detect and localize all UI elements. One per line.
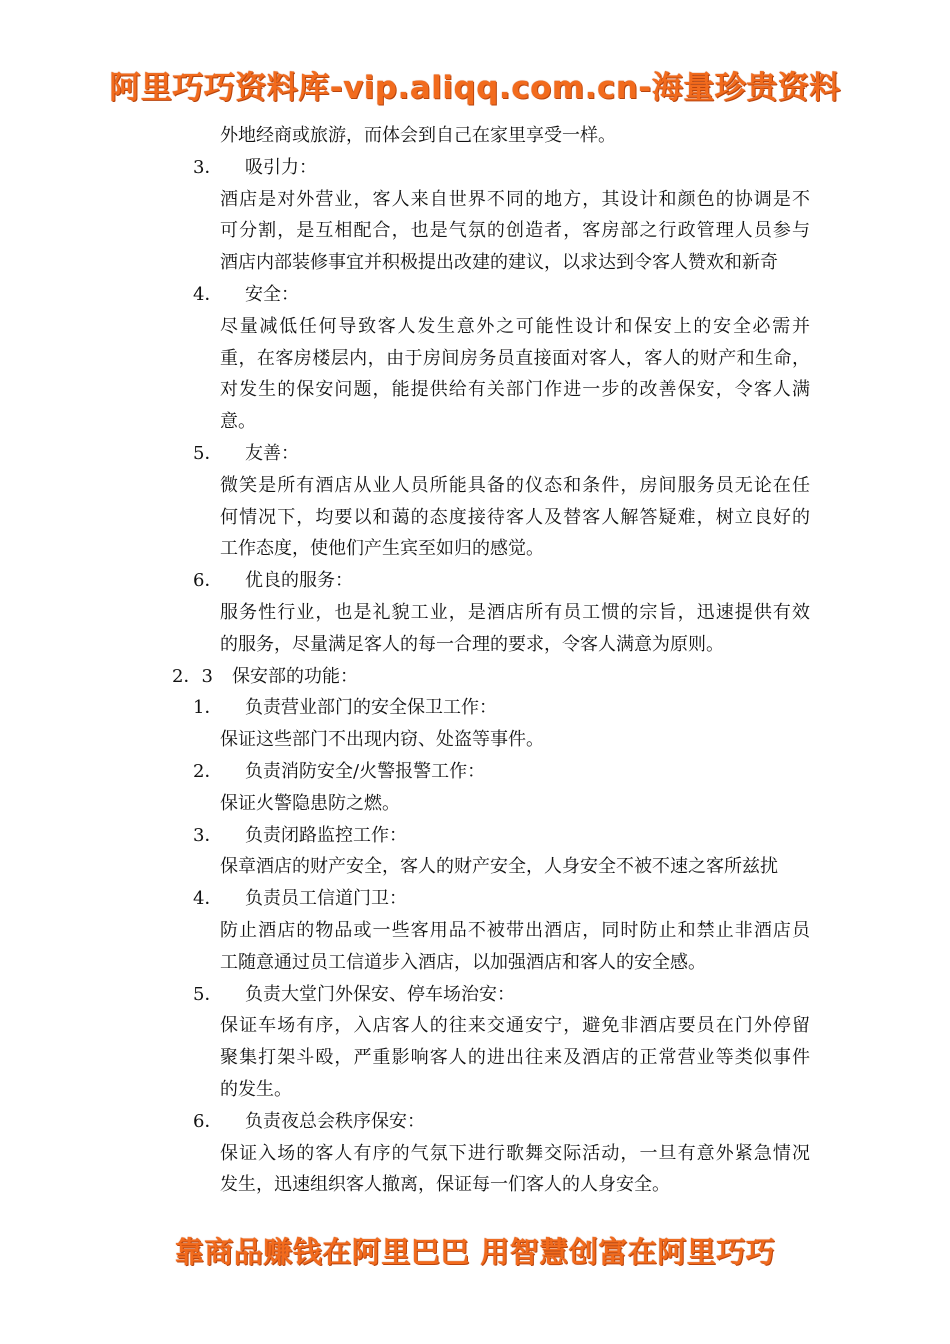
- item-text: 工随意通过员工信道步入酒店，以加强酒店和客人的安全感。: [220, 951, 706, 973]
- item-text: 可分割，是互相配合，也是气氛的创造者，客房部之行政管理人员参与: [220, 220, 810, 242]
- body-line: [0, 343, 950, 375]
- item-heading: [0, 438, 950, 470]
- item-text: 工作态度，使他们产生宾至如归的感觉。: [220, 538, 544, 560]
- body-line: [0, 1138, 950, 1170]
- item-heading: [0, 1106, 950, 1138]
- header-banner: 阿里巧巧资料库-vip.aliqq.com.cn-海量珍贵资料: [109, 70, 841, 106]
- item-number: 5．: [193, 442, 223, 464]
- item-title: 负责闭路监控工作：: [245, 824, 407, 846]
- body-line: [0, 851, 950, 883]
- body-line: [0, 597, 950, 629]
- item-number: 3．: [193, 824, 223, 846]
- item-text: 的服务，尽量满足客人的每一合理的要求，令客人满意为原则。: [220, 633, 724, 655]
- body-line: [0, 184, 950, 216]
- body-line: [0, 215, 950, 247]
- body-line: [0, 374, 950, 406]
- item-title: 负责营业部门的安全保卫工作：: [245, 697, 497, 719]
- item-title: 优良的服务：: [245, 570, 353, 592]
- item-heading: [0, 979, 950, 1011]
- item-text: 酒店是对外营业，客人来自世界不同的地方，其设计和颜色的协调是不: [220, 188, 810, 210]
- item-title: 安全：: [245, 283, 299, 305]
- item-title: 负责夜总会秩序保安：: [245, 1110, 425, 1132]
- item-title: 吸引力：: [245, 156, 317, 178]
- body-line: [0, 470, 950, 502]
- item-text: 发生，迅速组织客人撤离，保证每一们客人的人身安全。: [220, 1174, 670, 1196]
- item-text: 防止酒店的物品或一些客用品不被带出酒店，同时防止和禁止非酒店员: [220, 919, 810, 941]
- body-line: [0, 120, 950, 152]
- item-text: 意。: [220, 411, 256, 433]
- body-line: [0, 1042, 950, 1074]
- item-title: 负责员工信道门卫：: [245, 888, 407, 910]
- item-heading: [0, 152, 950, 184]
- item-heading: [0, 565, 950, 597]
- section-title: 保安部的功能：: [232, 665, 358, 687]
- item-number: 4．: [193, 283, 223, 305]
- item-text: 的发生。: [220, 1078, 292, 1100]
- item-number: 3．: [193, 156, 223, 178]
- item-number: 6．: [193, 1110, 223, 1132]
- item-title: 负责大堂门外保安、停车场治安：: [245, 983, 515, 1005]
- item-text: 保证车场有序，入店客人的往来交通安宁，避免非酒店要员在门外停留: [220, 1015, 810, 1037]
- features-list: [0, 152, 950, 661]
- body-line: [0, 1169, 950, 1201]
- item-heading: [0, 883, 950, 915]
- section-number: 2．3: [172, 665, 213, 687]
- item-heading: [0, 820, 950, 852]
- item-text: 对发生的保安问题，能提供给有关部门作进一步的改善保安，令客人满: [220, 379, 810, 401]
- item-heading: [0, 756, 950, 788]
- body-line: [0, 629, 950, 661]
- functions-list: [0, 692, 950, 1201]
- item-number: 1．: [193, 697, 223, 719]
- item-text: 保证火警隐患防之燃。: [220, 792, 400, 814]
- item-number: 5．: [193, 983, 223, 1005]
- body-line: [0, 724, 950, 756]
- item-number: 2．: [193, 760, 223, 782]
- item-text: 何情况下，均要以和蔼的态度接待客人及替客人解答疑难，树立良好的: [220, 506, 810, 528]
- body-line: [0, 406, 950, 438]
- body-line: [0, 247, 950, 279]
- body-line: [0, 947, 950, 979]
- item-heading: [0, 692, 950, 724]
- item-heading: [0, 279, 950, 311]
- item-text: 聚集打架斗殴，严重影响客人的进出往来及酒店的正常营业等类似事件: [220, 1047, 810, 1069]
- body-line: [0, 502, 950, 534]
- body-line: [0, 788, 950, 820]
- body-line: [0, 311, 950, 343]
- item-text: 保证这些部门不出现内窃、处盗等事件。: [220, 729, 544, 751]
- continuation-text: 外地经商或旅游，而体会到自己在家里享受一样。: [220, 125, 616, 146]
- item-text: 重，在客房楼层内，由于房间房务员直接面对客人，客人的财产和生命，: [220, 347, 810, 369]
- body-line: [0, 1074, 950, 1106]
- item-text: 微笑是所有酒店从业人员所能具备的仪态和条件，房间服务员无论在任: [220, 474, 810, 496]
- document-body: [0, 120, 950, 1201]
- body-line: [0, 915, 950, 947]
- item-text: 尽量减低任何导致客人发生意外之可能性设计和保安上的安全必需并: [220, 315, 810, 337]
- body-line: [0, 1010, 950, 1042]
- item-text: 酒店内部装修事宜并积极提出改建的建议，以求达到令客人赞欢和新奇: [220, 252, 778, 274]
- footer-banner: 靠商品赚钱在阿里巴巴 用智慧创富在阿里巧巧: [174, 1235, 776, 1269]
- item-text: 服务性行业，也是礼貌工业，是酒店所有员工惯的宗旨，迅速提供有效: [220, 601, 810, 623]
- item-text: 保章酒店的财产安全，客人的财产安全，人身安全不被不速之客所兹扰: [220, 856, 778, 878]
- item-text: 保证入场的客人有序的气氛下进行歌舞交际活动，一旦有意外紧急情况: [220, 1142, 810, 1164]
- item-number: 6．: [193, 570, 223, 592]
- item-title: 友善：: [245, 442, 299, 464]
- item-title: 负责消防安全/火警报警工作：: [245, 760, 486, 782]
- body-line: [0, 533, 950, 565]
- section-heading: [0, 661, 950, 693]
- item-number: 4．: [193, 888, 223, 910]
